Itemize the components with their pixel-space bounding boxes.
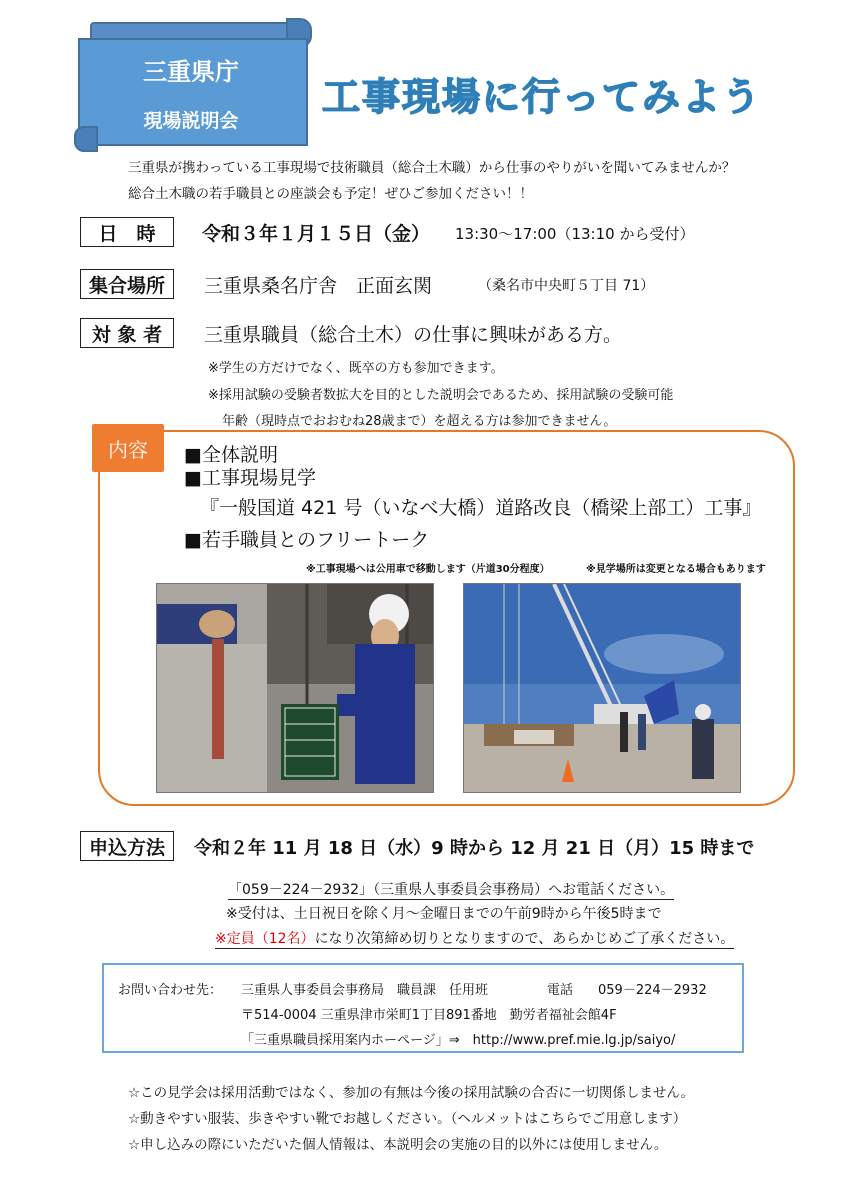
event-date: 令和３年１月１５日（金） xyxy=(202,223,431,245)
target-text: 三重県職員（総合土木）の仕事に興味がある方。 xyxy=(204,324,623,346)
event-time: 13:30～17:00（13:10 から受付） xyxy=(455,225,695,243)
inquiry-homepage-link[interactable]: 「三重県職員採用案内ホーページ」⇒ http://www.pref.mie.lg.jp/saiyo/ xyxy=(241,1033,676,1048)
content-item: ■全体説明 xyxy=(184,444,278,466)
content-item-project: 『一般国道 421 号（いなべ大橋）道路改良（橋梁上部工）工事』 xyxy=(200,497,762,519)
venue-address: （桑名市中央町５丁目 71） xyxy=(478,278,655,294)
datetime-label: 日 時 xyxy=(80,217,174,247)
content-item: ■若手職員とのフリートーク xyxy=(184,529,430,551)
content-note: ※見学場所は変更となる場合もあります xyxy=(586,564,766,575)
content-note: ※工事現場へは公用車で移動します（片道30分程度） xyxy=(306,564,550,575)
venue-place: 三重県桑名庁舎 正面玄関 xyxy=(204,275,433,297)
apply-period: 令和２年 11 月 18 日（水）9 時から 12 月 21 日（月）15 時まで xyxy=(194,838,755,859)
target-label: 対 象 者 xyxy=(80,318,174,348)
content-item: ■工事現場見学 xyxy=(184,467,316,489)
inquiry-address: 〒514-0004 三重県津市栄町1丁目891番地 勤労者福祉会館4F xyxy=(241,1008,617,1023)
inquiry-org: 三重県人事委員会事務局 職員課 任用班 xyxy=(241,983,489,998)
apply-phone: 「059－224－2932」（三重県人事委員会事務局）へお電話ください。 xyxy=(228,879,674,900)
footnote: ☆動きやすい服装、歩きやすい靴でお越しください。（ヘルメットはこちらでご用意します） xyxy=(128,1111,687,1127)
target-note: ※学生の方だけでなく、既卒の方も参加できます。 xyxy=(208,361,504,376)
inquiry-tel-label: 電話 xyxy=(547,983,574,998)
banner-subtitle: 現場説明会 xyxy=(143,110,239,132)
footnote: ☆この見学会は採用活動ではなく、参加の有無は今後の採用試験の合否に一切関係しません。 xyxy=(128,1085,695,1101)
capacity-suffix: になり次第締め切りとなりますので、あらかじめご了承ください。 xyxy=(314,931,735,947)
apply-hours: ※受付は、土日祝日を除く月～金曜日までの午前9時から午後5時まで xyxy=(226,906,662,922)
footnote: ☆申し込みの際にいただいた個人情報は、本説明会の実施の目的以外には使用しません。 xyxy=(128,1137,668,1153)
apply-capacity xyxy=(215,928,734,949)
capacity-prefix: ※ xyxy=(215,931,227,947)
target-note: 年齢（現時点でおおむね28歳まで）を超える方は参加できません。 xyxy=(222,414,617,429)
target-note: ※採用試験の受験者数拡大を目的とした説明会であるため、採用試験の受験可能 xyxy=(208,388,674,403)
apply-label: 申込方法 xyxy=(80,831,174,861)
intro-line: 総合土木職の若手職員との座談会も予定！ぜひご参加ください！！ xyxy=(128,186,533,202)
banner-title: 三重県庁 xyxy=(143,58,239,86)
venue-label: 集合場所 xyxy=(80,269,174,299)
inquiry-label: お問い合わせ先： xyxy=(118,983,223,998)
headline: 工事現場に行ってみよう xyxy=(322,75,763,119)
content-label: 内容 xyxy=(92,424,164,472)
site-photo-worker xyxy=(156,583,434,793)
site-photo-crane xyxy=(463,583,741,793)
capacity-number: 定員（12名） xyxy=(226,931,315,947)
inquiry-tel: 059－224－2932 xyxy=(598,983,707,998)
intro-line: 三重県が携わっている工事現場で技術職員（総合土木職）から仕事のやりがいを聞いてみませんか？ xyxy=(128,160,736,176)
